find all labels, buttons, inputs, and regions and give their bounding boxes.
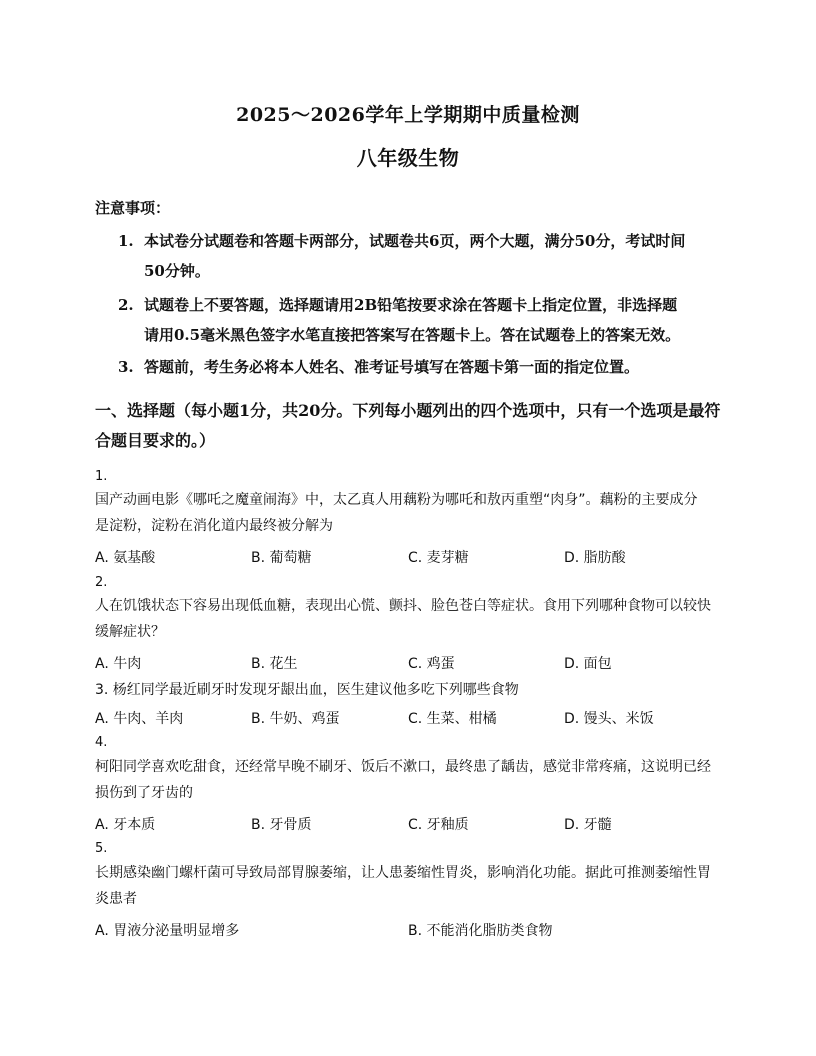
option-a: A. 牛肉、羊肉 [95,711,184,727]
question-line: 国产动画电影《哪吒之魔童闹海》中，太乙真人用藕粉为哪吒和敖丙重塑“肉身”。藕粉的主要成分 [95,492,698,508]
question-line: 柯阳同学喜欢吃甜食，还经常早晚不刷牙、饭后不漱口，最终患了龋齿，感觉非常疼痛，这说明已经 [95,759,711,775]
option-b: B. 不能消化脂肪类食物 [408,923,553,939]
question-number: 4. [95,735,108,750]
question-stem [95,677,725,703]
option-b: B. 牙骨质 [251,817,312,833]
option-d: D. 面包 [564,656,612,672]
option-b: B. 牛奶、鸡蛋 [251,711,340,727]
section-heading-line: 一、选择题（每小题1分，共20分。下列每小题列出的四个选项中，只有一个选项是最符 [95,401,721,420]
note-number: 2. [118,296,134,314]
question-line: 长期感染幽门螺杆菌可导致局部胃腺萎缩，让人患萎缩性胃炎，影响消化功能。据此可推测萎缩性胃 [95,865,711,881]
question-stem [95,487,725,539]
section-heading-line: 合题目要求的。） [95,431,216,450]
option-d: D. 牙髓 [564,817,612,833]
note-text-cont: 50分钟。 [144,262,210,280]
note-text: 答题前，考生务必将本人姓名、准考证号填写在答题卡第一面的指定位置。 [144,358,640,376]
question-line: 缓解症状？ [95,624,165,640]
option-a: A. 氨基酸 [95,550,156,566]
note-item [118,352,728,382]
option-b: B. 花生 [251,656,298,672]
option-c: C. 鸡蛋 [408,656,455,672]
question-line: 3. 杨红同学最近刷牙时发现牙龈出血，医生建议他多吃下列哪些食物 [95,682,519,698]
note-item [118,290,728,350]
question-number: 5. [95,841,108,856]
option-c: C. 生菜、柑橘 [408,711,497,727]
option-c: C. 麦芽糖 [408,550,469,566]
option-a: A. 牙本质 [95,817,156,833]
note-text: 试题卷上不要答题，选择题请用2B铅笔按要求涂在答题卡上指定位置，非选择题 [144,296,678,314]
section-heading [95,396,725,456]
question-line: 炎患者 [95,891,137,907]
exam-subject: 八年级生物 [356,146,460,170]
notes-heading: 注意事项： [95,199,171,217]
option-a: A. 胃液分泌量明显增多 [95,923,240,939]
question-stem [95,860,725,912]
note-text: 本试卷分试题卷和答题卡两部分，试题卷共6页，两个大题，满分50分，考试时间 [144,232,686,250]
question-number: 1. [95,469,108,484]
question-line: 是淀粉，淀粉在消化道内最终被分解为 [95,518,333,534]
question-stem [95,754,725,806]
option-d: D. 脂肪酸 [564,550,626,566]
note-text-cont: 请用0.5毫米黑色签字水笔直接把答案写在答题卡上。答在试题卷上的答案无效。 [144,326,681,344]
question-line: 人在饥饿状态下容易出现低血糖，表现出心慌、颤抖、脸色苍白等症状。食用下列哪种食物可以较快 [95,598,711,614]
option-d: D. 馒头、米饭 [564,711,654,727]
option-a: A. 牛肉 [95,656,142,672]
question-stem [95,593,725,645]
exam-title: 2025～2026学年上学期期中质量检测 [236,104,580,126]
option-b: B. 葡萄糖 [251,550,312,566]
note-item [118,226,728,286]
question-number: 2. [95,575,108,590]
note-number: 1. [118,232,134,250]
option-c: C. 牙釉质 [408,817,469,833]
question-line: 损伤到了牙齿的 [95,785,193,801]
note-number: 3. [118,358,134,376]
